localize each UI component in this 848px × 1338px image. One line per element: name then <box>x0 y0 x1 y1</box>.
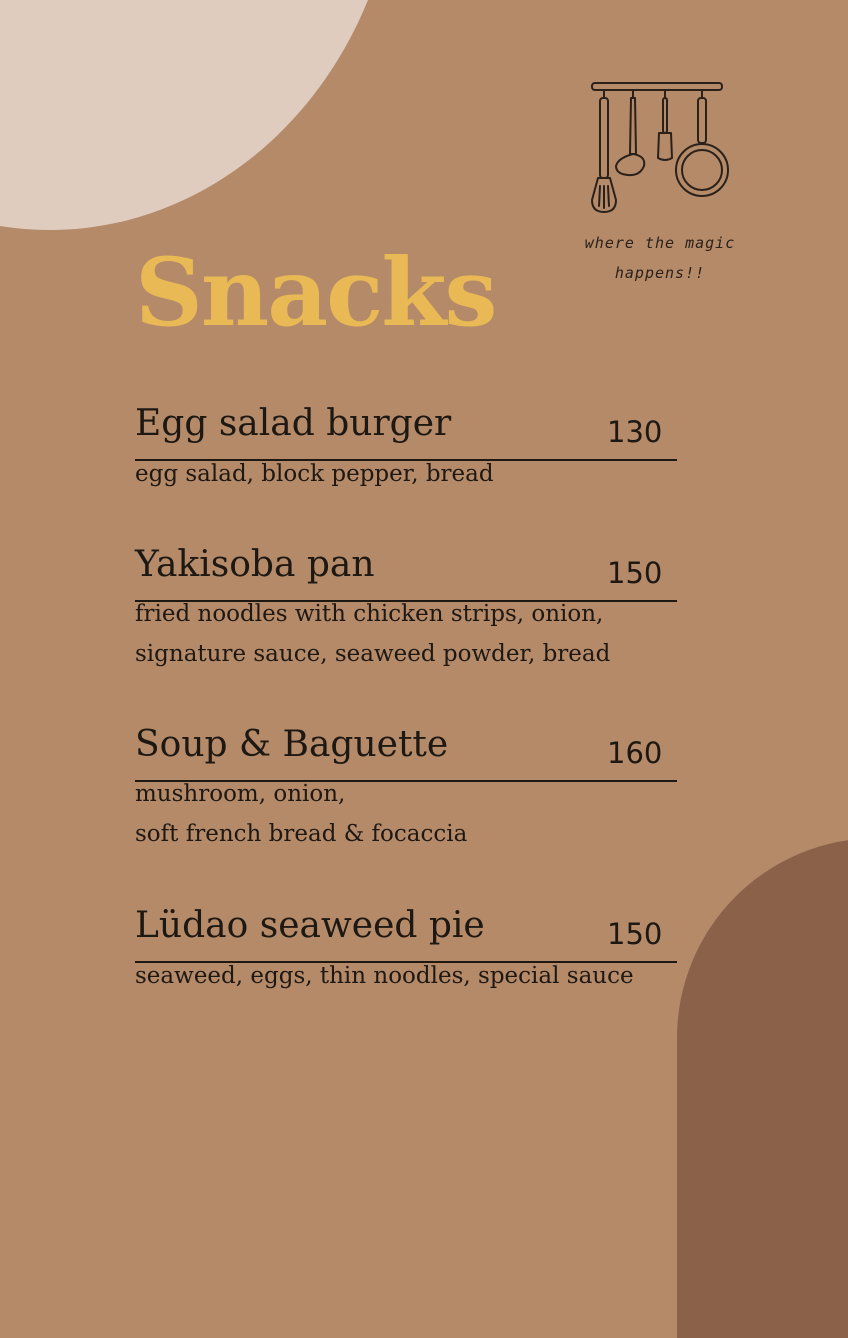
menu-item-description <box>135 454 695 494</box>
menu-item-soup-baguette <box>135 723 677 847</box>
tagline <box>560 228 760 288</box>
menu-item-price: 150 <box>607 917 663 951</box>
menu-item-price: 150 <box>607 556 663 590</box>
menu-item-name: Soup & Baguette <box>135 724 449 765</box>
menu-item-description <box>135 774 695 854</box>
menu-item-name: Yakisoba pan <box>135 544 375 585</box>
menu-item-description-line-2: soft french bread & focaccia <box>135 821 468 847</box>
tagline-line-2: happens!! <box>614 264 706 282</box>
menu-item-description-line-1: mushroom, onion, <box>135 781 346 807</box>
menu-item-description-line-1: fried noodles with chicken strips, onion, <box>135 601 604 627</box>
decorative-blob-bottom <box>677 838 848 1338</box>
page-title: Snacks <box>135 238 496 348</box>
menu-item-description-line-2: signature sauce, seaweed powder, bread <box>135 641 611 667</box>
decorative-blob-top <box>0 0 400 230</box>
menu-item-ludao-seaweed-pie <box>135 904 677 989</box>
menu-item-yakisoba-pan <box>135 543 677 667</box>
menu-item-name: Lüdao seaweed pie <box>135 905 485 946</box>
menu-item-egg-salad-burger <box>135 402 677 487</box>
menu-item-price: 160 <box>607 736 663 770</box>
tagline-line-1: where the magic <box>584 234 736 252</box>
menu-item-name: Egg salad burger <box>135 403 452 444</box>
hanging-utensils-icon <box>578 78 748 228</box>
menu-item-description <box>135 956 695 996</box>
menu-item-description-line-1: seaweed, eggs, thin noodles, special sauce <box>135 963 634 989</box>
menu-item-description-line-1: egg salad, block pepper, bread <box>135 461 494 487</box>
menu-item-price: 130 <box>607 415 663 449</box>
menu-item-description <box>135 594 695 674</box>
